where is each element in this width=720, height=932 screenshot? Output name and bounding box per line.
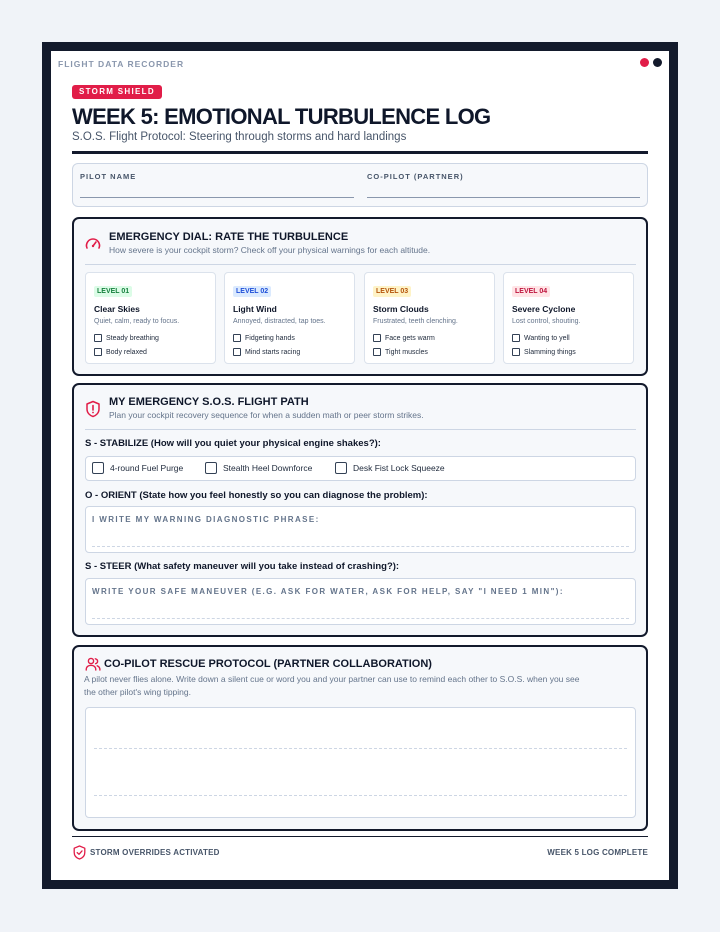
checkbox[interactable] [205,462,217,474]
level-name: Storm Clouds [373,304,429,314]
checkbox[interactable] [94,334,102,342]
sos-divider [85,429,636,430]
checkbox[interactable] [373,334,381,342]
page-subtitle: S.O.S. Flight Protocol: Steering through storms and hard landings [72,131,407,143]
steer-question: S - STEER (What safety maneuver will you take instead of crashing?): [85,561,400,572]
level-card-severe-cyclone [503,272,634,364]
title-divider [72,151,648,154]
checkbox[interactable] [512,334,520,342]
checkbox-label: Tight muscles [385,349,428,356]
checkbox[interactable] [512,348,520,356]
write-line [94,748,627,749]
worksheet-page [51,51,669,880]
pilot-name-label: PILOT NAME [80,172,137,181]
level-card-light-wind [224,272,355,364]
checkbox[interactable] [373,348,381,356]
level-card-storm-clouds [364,272,495,364]
level-tag: LEVEL 04 [512,286,550,297]
emergency-dial-section [72,217,648,376]
shield-alert-icon [85,400,101,418]
option-label: Desk Fist Lock Squeeze [353,463,445,473]
recorder-label: FLIGHT DATA RECORDER [58,59,185,69]
level-tag: LEVEL 01 [94,286,132,297]
level-description: Annoyed, distracted, tap toes. [233,318,326,325]
level-description: Frustrated, teeth clenching. [373,318,458,325]
names-box [72,163,648,207]
sos-flight-path-section [72,383,648,637]
level-card-clear-skies [85,272,216,364]
sos-title: MY EMERGENCY S.O.S. FLIGHT PATH [109,396,309,408]
checkbox-label: Face gets warm [385,335,435,342]
rescue-title: CO-PILOT RESCUE PROTOCOL (PARTNER COLLABORATION) [104,658,432,670]
level-description: Quiet, calm, ready to focus. [94,318,180,325]
checkbox-label: Body relaxed [106,349,147,356]
checkbox[interactable] [92,462,104,474]
dial-divider [85,264,636,265]
rescue-description-line1: A pilot never flies alone. Write down a silent cue or word you and your partner can use to remind each other to S.O.S. when you see [84,674,580,684]
rescue-description-line2: the other pilot's wing tipping. [84,687,191,697]
orient-question: O - ORIENT (State how you feel honestly so you can diagnose the problem): [85,490,428,501]
users-icon [85,657,101,671]
level-name: Clear Skies [94,304,140,314]
stabilize-options [85,456,636,481]
checkbox-label: Steady breathing [106,335,159,342]
sos-description: Plan your cockpit recovery sequence for when a sudden math or peer storm strikes. [109,410,424,420]
write-line [92,546,629,547]
rescue-cue-input[interactable] [85,707,636,818]
orient-placeholder: I WRITE MY WARNING DIAGNOSTIC PHRASE: [92,515,320,524]
option-label: 4-round Fuel Purge [110,463,184,473]
steer-placeholder: WRITE YOUR SAFE MANEUVER (E.G. ASK FOR WATER, ASK FOR HELP, SAY "I NEED 1 MIN"): [92,587,564,596]
checkbox-label: Fidgeting hands [245,335,295,342]
footer-divider [72,836,648,837]
red-dot-icon [640,58,649,67]
level-name: Severe Cyclone [512,304,576,314]
dial-description: How severe is your cockpit storm? Check off your physical warnings for each altitude. [109,245,431,255]
copilot-name-label: CO-PILOT (PARTNER) [367,172,464,181]
copilot-rescue-section [72,645,648,831]
level-description: Lost control, shouting. [512,318,581,325]
write-line [92,618,629,619]
level-name: Light Wind [233,304,277,314]
checkbox[interactable] [233,334,241,342]
stabilize-question: S - STABILIZE (How will you quiet your physical engine shakes?): [85,438,381,449]
checkbox[interactable] [233,348,241,356]
checkbox[interactable] [94,348,102,356]
steer-input[interactable] [85,578,636,625]
checkbox[interactable] [335,462,347,474]
footer-status-right: WEEK 5 LOG COMPLETE [547,848,648,857]
storm-shield-badge: STORM SHIELD [72,85,162,99]
pilot-name-field[interactable] [80,197,354,198]
copilot-name-field[interactable] [367,197,640,198]
dial-title: EMERGENCY DIAL: RATE THE TURBULENCE [109,231,349,243]
checkbox-label: Slamming things [524,349,576,356]
page-title: WEEK 5: EMOTIONAL TURBULENCE LOG [72,104,491,129]
shield-check-icon [73,845,86,860]
option-label: Stealth Heel Downforce [223,463,313,473]
gauge-icon [84,235,102,253]
checkbox-label: Wanting to yell [524,335,570,342]
dark-dot-icon [653,58,662,67]
footer-status-left: STORM OVERRIDES ACTIVATED [90,848,220,857]
write-line [94,795,627,796]
level-tag: LEVEL 02 [233,286,271,297]
checkbox-label: Mind starts racing [245,349,301,356]
level-tag: LEVEL 03 [373,286,411,297]
orient-input[interactable] [85,506,636,553]
